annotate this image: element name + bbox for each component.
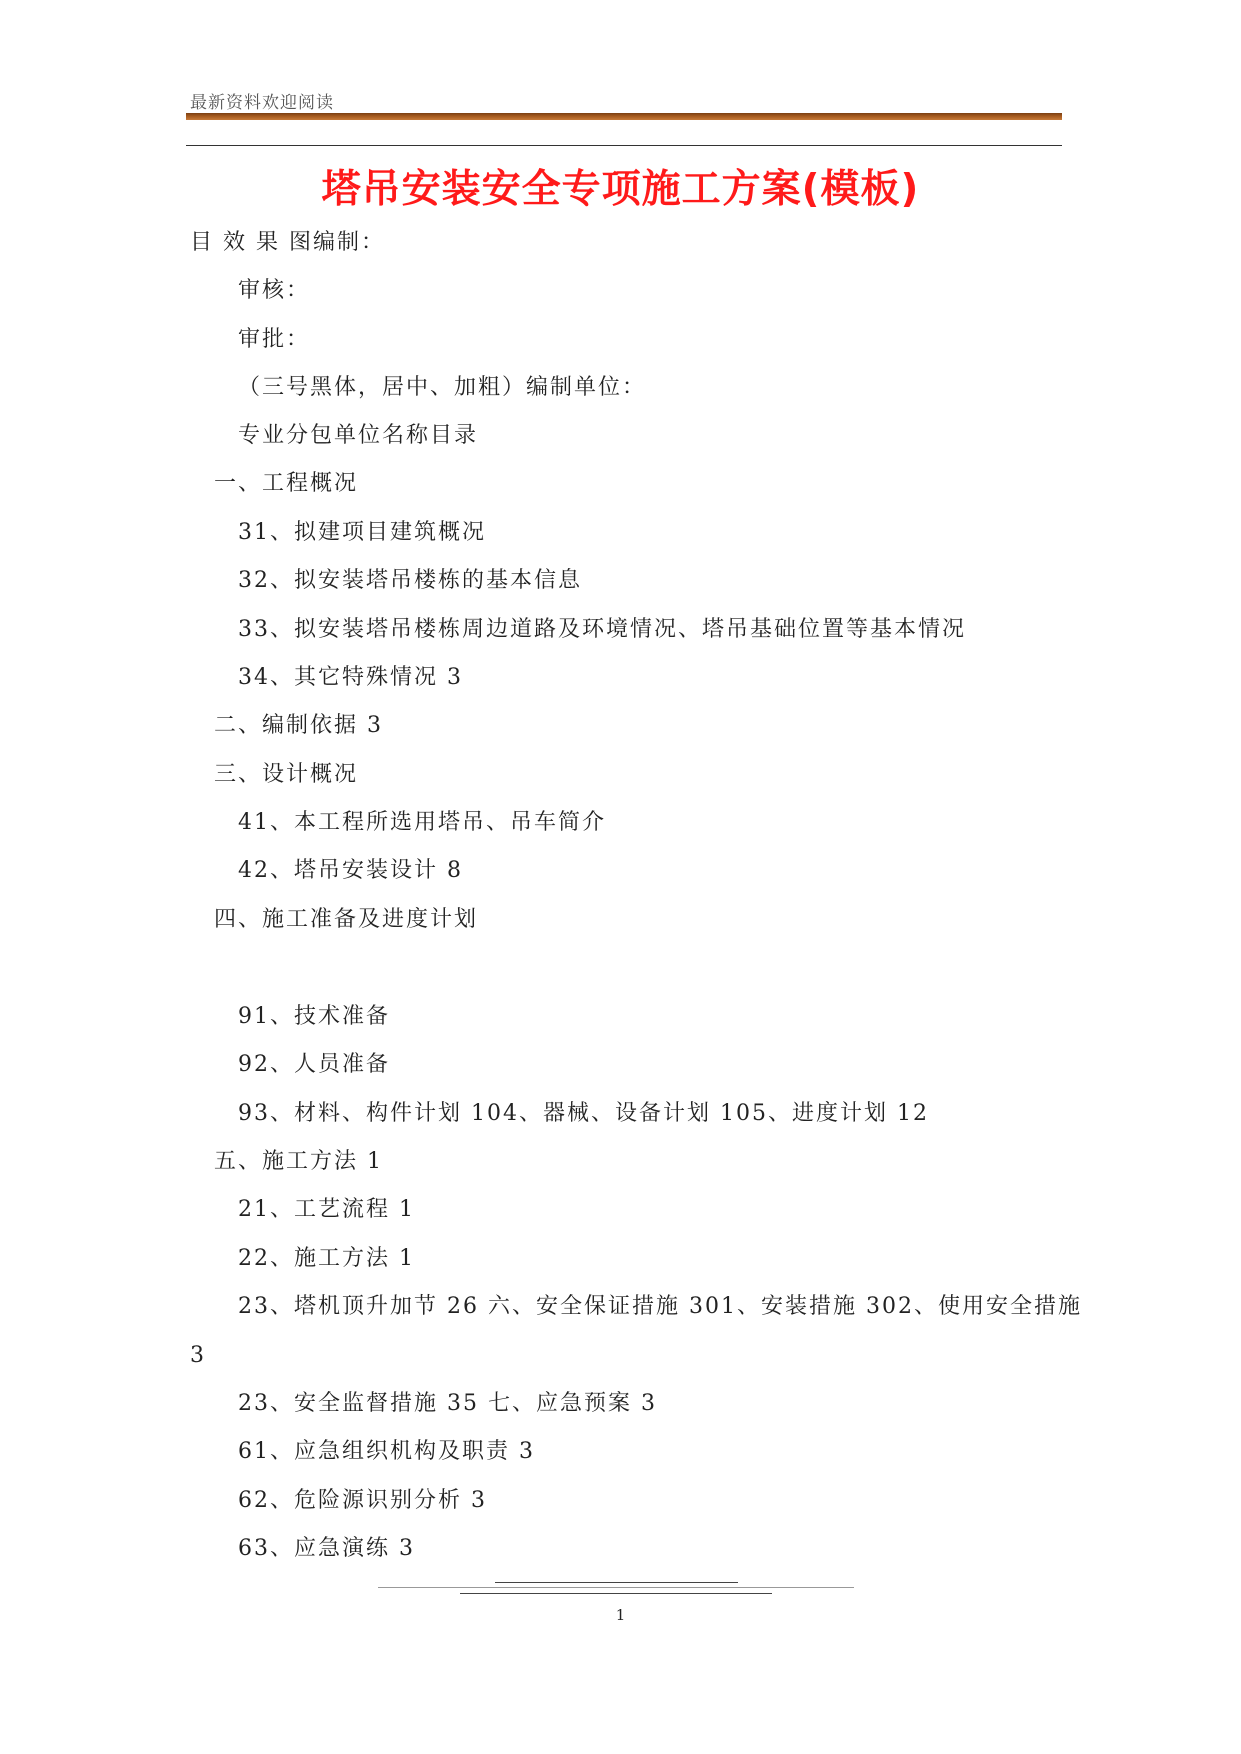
toc-item: 62、危险源识别分析 3 [238,1488,487,1513]
toc-item: 二、编制依据 3 [214,713,383,738]
toc-item: 61、应急组织机构及职责 3 [238,1439,535,1464]
toc-item: 92、人员准备 [238,1052,390,1077]
approver-line: 审批： [238,327,311,352]
header-rule-thick [186,113,1062,120]
subcontractor-toc-line: 专业分包单位名称目录 [238,423,479,448]
footer-rule-bottom [460,1593,772,1594]
toc-item: 34、其它特殊情况 3 [238,665,463,690]
footer-rule-middle [378,1587,854,1588]
toc-item: 21、工艺流程 1 [238,1197,415,1222]
unit-line: （三号黑体，居中、加粗）编制单位： [238,375,647,400]
toc-item: 63、应急演练 3 [238,1536,415,1561]
toc-item: 31、拟建项目建筑概况 [238,520,486,545]
toc-item: 四、施工准备及进度计划 [214,907,479,932]
toc-item: 23、塔机顶升加节 26 六、安全保证措施 301、安装措施 302、使用安全措施 [238,1294,1082,1319]
compiler-line: 目 效 果 图编制： [190,230,385,255]
reviewer-line: 审核： [238,278,311,303]
toc-item: 22、施工方法 1 [238,1246,415,1271]
toc-item: 33、拟安装塔吊楼栋周边道路及环境情况、塔吊基础位置等基本情况 [238,617,966,642]
toc-item: 91、技术准备 [238,1004,390,1029]
toc-item: 23、安全监督措施 35 七、应急预案 3 [238,1391,657,1416]
toc-item: 42、塔吊安装设计 8 [238,858,463,883]
toc-item: 一、工程概况 [214,471,359,496]
toc-item: 41、本工程所选用塔吊、吊车简介 [238,810,606,835]
toc-item: 93、材料、构件计划 104、器械、设备计划 105、进度计划 12 [238,1101,929,1126]
page-number: 1 [615,1606,626,1624]
running-header: 最新资料欢迎阅读 [190,93,334,113]
toc-item: 五、施工方法 1 [214,1149,383,1174]
toc-item: 32、拟安装塔吊楼栋的基本信息 [238,568,582,593]
document-title: 塔吊安装安全专项施工方案(模板) [321,167,920,212]
toc-item-wrap: 3 [190,1343,206,1368]
header-rule-thin [186,145,1062,146]
toc-item: 三、设计概况 [214,762,359,787]
footer-rule-top [495,1582,738,1583]
